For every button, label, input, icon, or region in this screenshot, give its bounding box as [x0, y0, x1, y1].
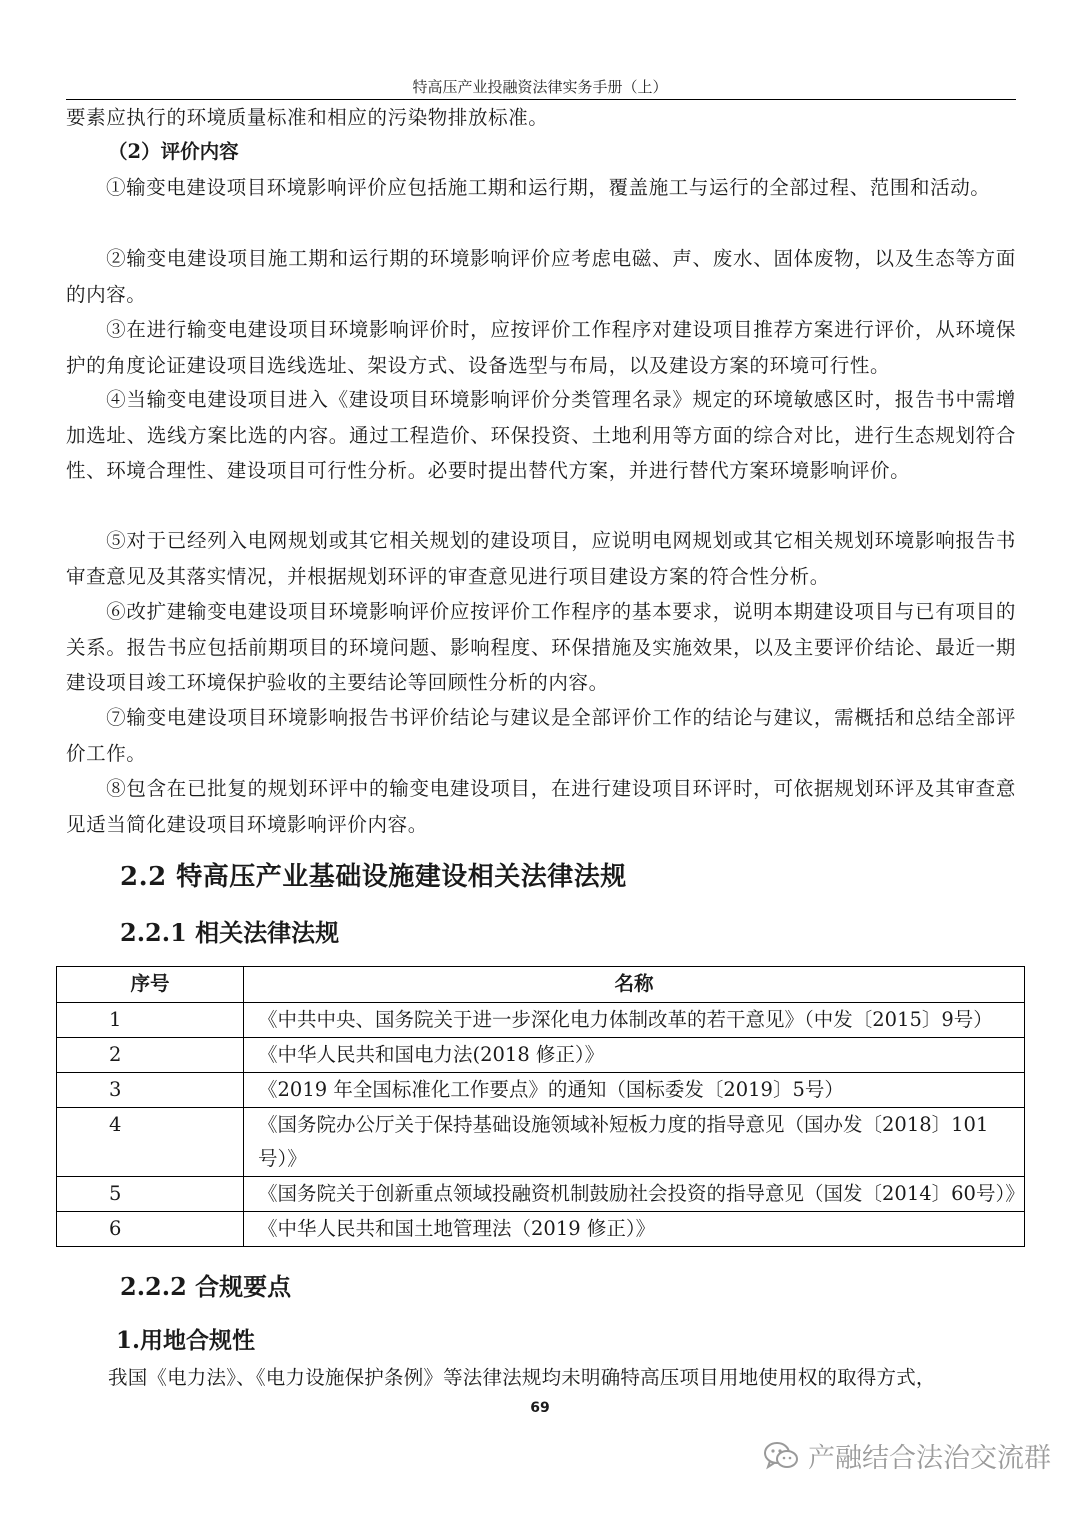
- table-row: [57, 1038, 1025, 1073]
- paragraph-item-7-text: ⑦输变电建设项目环境影响报告书评价结论与建议是全部评价工作的结论与建议，需概括和总结全部评价工作。: [66, 706, 1016, 765]
- section-2-2-heading: 2.2 特高压产业基础设施建设相关法律法规: [120, 862, 627, 892]
- paragraph-item-3: [66, 312, 1016, 383]
- watermark-text: 产融结合法治交流群: [808, 1443, 1051, 1474]
- table-row: [57, 1177, 1025, 1212]
- row-num: 5: [57, 1177, 244, 1212]
- paragraph-item-6-text: ⑥改扩建输变电建设项目环境影响评价应按评价工作程序的基本要求，说明本期建设项目与已有项目的关系。报告书应包括前期项目的环境问题、影响程度、环保措施及实施效果，以及主要评价结论、最近一期建设项目竣工环境保护验收的主要结论等回顾性分析的内容。: [66, 600, 1016, 694]
- row-name: 《中共中央、国务院关于进一步深化电力体制改革的若干意见》（中发〔2015〕9号）: [244, 1003, 1025, 1038]
- paragraph-item-8-text: ⑧包含在已批复的规划环评中的输变电建设项目，在进行建设项目环评时，可依据规划环评及其审查意见适当简化建设项目环境影响评价内容。: [66, 777, 1016, 836]
- row-num: 6: [57, 1212, 244, 1247]
- row-name: 《国务院关于创新重点领域投融资机制鼓励社会投资的指导意见（国发〔2014〕60号）》: [244, 1177, 1025, 1212]
- paragraph-item-2-text: ②输变电建设项目施工期和运行期的环境影响评价应考虑电磁、声、废水、固体废物，以及生态等方面的内容。: [66, 247, 1016, 306]
- column-header-name: 名称: [244, 967, 1025, 1003]
- wechat-icon: [762, 1439, 800, 1473]
- table-row: [57, 1212, 1025, 1247]
- watermark: [762, 1436, 1051, 1475]
- page-header-title: 特高压产业投融资法律实务手册（上）: [412, 78, 668, 96]
- paragraph-item-5: [66, 523, 1016, 594]
- row-name: 《国务院办公厅关于保持基础设施领域补短板力度的指导意见（国办发〔2018〕101号）》: [244, 1108, 1025, 1177]
- laws-table-header-row: [57, 967, 1025, 1003]
- paragraph-item-8: [66, 771, 1016, 842]
- paragraph-item-6: [66, 594, 1016, 701]
- section-2-2-2-heading: 2.2.2 合规要点: [120, 1272, 292, 1301]
- section-2-2-1-heading: 2.2.1 相关法律法规: [120, 918, 340, 947]
- column-header-num: 序号: [57, 967, 244, 1003]
- row-num: 1: [57, 1003, 244, 1038]
- paragraph-item-5-text: ⑤对于已经列入电网规划或其它相关规划的建设项目，应说明电网规划或其它相关规划环境影响报告书审查意见及其落实情况，并根据规划环评的审查意见进行项目建设方案的符合性分析。: [66, 529, 1016, 588]
- paragraph-item-4: [66, 382, 1016, 489]
- row-num: 2: [57, 1038, 244, 1073]
- table-row: [57, 1003, 1025, 1038]
- row-num: 3: [57, 1073, 244, 1108]
- paragraph-item-4-text: ④当输变电建设项目进入《建设项目环境影响评价分类管理名录》规定的环境敏感区时，报告书中需增加选址、选线方案比选的内容。通过工程造价、环保投资、土地利用等方面的综合对比，进行生态规划符合性、环境合理性、建设项目可行性分析。必要时提出替代方案，并进行替代方案环境影响评价。: [66, 388, 1016, 482]
- paragraph-item-3-text: ③在进行输变电建设项目环境影响评价时，应按评价工作程序对建设项目推荐方案进行评价，从环境保护的角度论证建设项目选线选址、架设方式、设备选型与布局，以及建设方案的环境可行性。: [66, 318, 1016, 377]
- land-compliance-heading: 1.用地合规性: [116, 1327, 256, 1354]
- paragraph-item-7: [66, 700, 1016, 771]
- paragraph-item-1: [66, 170, 1016, 206]
- row-name: 《中华人民共和国土地管理法（2019 修正）》: [244, 1212, 1025, 1247]
- row-num: 4: [57, 1108, 244, 1177]
- paragraph-land: 我国《电力法》、《电力设施保护条例》等法律法规均未明确特高压项目用地使用权的取得方式，: [108, 1366, 936, 1389]
- eval-content-heading: （2）评价内容: [108, 140, 239, 163]
- table-row: [57, 1108, 1025, 1177]
- row-name: 《2019 年全国标准化工作要点》的通知（国标委发〔2019〕5号）: [244, 1073, 1025, 1108]
- laws-table: [56, 966, 1025, 1247]
- page-number: 69: [530, 1400, 550, 1416]
- paragraph-standards: 要素应执行的环境质量标准和相应的污染物排放标准。: [66, 106, 549, 129]
- table-row: [57, 1073, 1025, 1108]
- row-name: 《中华人民共和国电力法(2018 修正）》: [244, 1038, 1025, 1073]
- paragraph-item-2: [66, 241, 1016, 312]
- paragraph-item-1-text: ①输变电建设项目环境影响评价应包括施工期和运行期，覆盖施工与运行的全部过程、范围和活动。: [106, 176, 991, 199]
